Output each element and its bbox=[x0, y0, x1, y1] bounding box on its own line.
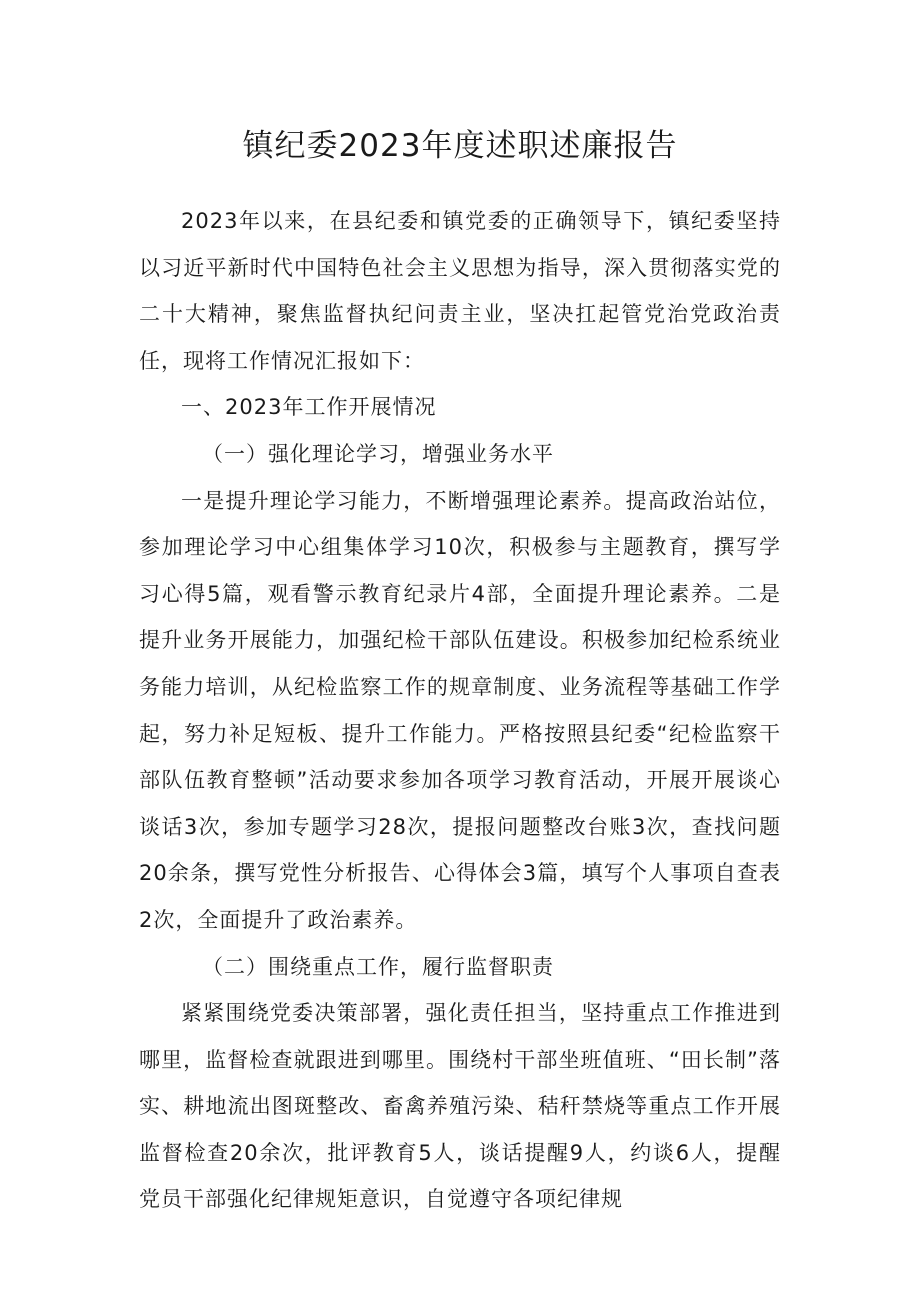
subsection-1-paragraph: 一是提升理论学习能力，不断增强理论素养。提高政治站位，参加理论学习中心组集体学习10次，积极参与主题教育，撰写学习心得5篇，观看警示教育纪录片4部，全面提升理论素养。二是提升业务开展能力，加强纪检干部队伍建设。积极参加纪检系统业务能力培训，从纪检监察工作的规章制度、业务流程等基础工作学起，努力补足短板、提升工作能力。严格按照县纪委“纪检监察干部队伍教育整顿”活动要求参加各项学习教育活动，开展开展谈心谈话3次，参加专题学习28次，提报问题整改台账3次，查找问题20余条，撰写党性分析报告、心得体会3篇，填写个人事项自查表2次，全面提升了政治素养。 bbox=[139, 488, 781, 932]
intro-paragraph: 2023年以来，在县纪委和镇党委的正确领导下，镇纪委坚持以习近平新时代中国特色社会主义思想为指导，深入贯彻落实党的二十大精神，聚焦监督执纪问责主业，坚决扛起管党治党政治责任，现将工作情况汇报如下： bbox=[139, 209, 781, 373]
document-title: 镇纪委2023年度述职述廉报告 bbox=[242, 128, 678, 164]
subsection-heading-2: （二）围绕重点工作，履行监督职责 bbox=[202, 954, 554, 979]
subsection-heading-1: （一）强化理论学习，增强业务水平 bbox=[202, 441, 554, 466]
document-body bbox=[139, 198, 781, 1223]
section-heading-1: 一、2023年工作开展情况 bbox=[181, 395, 437, 420]
subsection-2-paragraph: 紧紧围绕党委决策部署，强化责任担当，坚持重点工作推进到哪里，监督检查就跟进到哪里。围绕村干部坐班值班、“田长制”落实、耕地流出图斑整改、畜禽养殖污染、秸秆禁烧等重点工作开展监督检查20余次，批评教育5人，谈话提醒9人，约谈6人，提醒党员干部强化纪律规矩意识，自觉遵守各项纪律规 bbox=[139, 1001, 781, 1212]
